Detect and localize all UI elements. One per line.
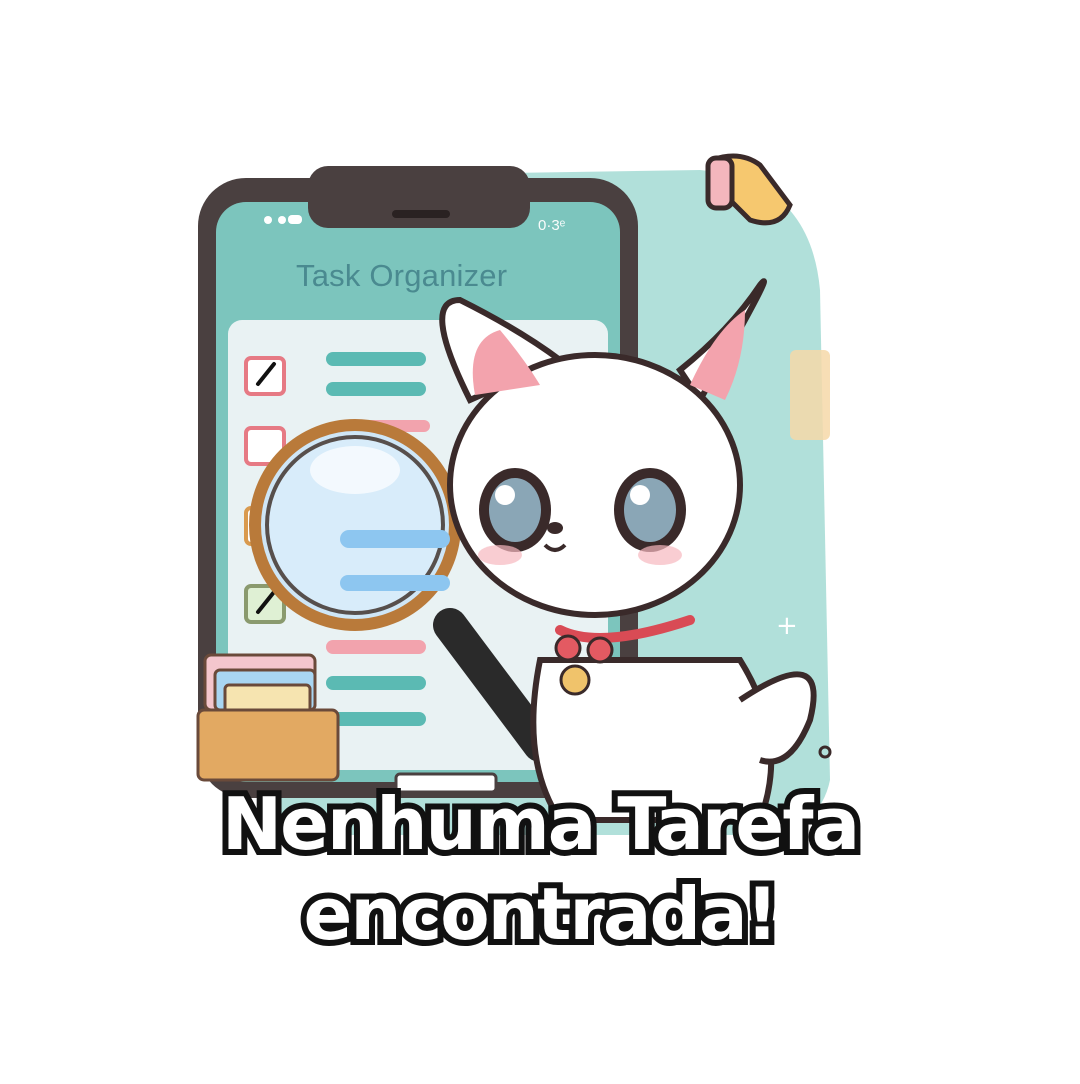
sticky-note-icon <box>790 350 830 440</box>
status-dot-icon <box>288 215 302 224</box>
task-checkbox[interactable] <box>246 358 284 394</box>
task-line <box>326 676 426 690</box>
empty-state-message-line-2: encontrada! <box>303 872 777 956</box>
task-line <box>326 640 426 654</box>
status-dot-icon <box>278 216 286 224</box>
task-line <box>326 382 426 396</box>
empty-state-message-line-1: Nenhuma Tarefa <box>221 782 859 866</box>
task-line <box>326 352 426 366</box>
speaker-icon <box>392 210 450 218</box>
status-dot-icon <box>264 216 272 224</box>
sparkle-icon: + <box>776 611 798 641</box>
phone-notch <box>308 166 530 228</box>
task-line <box>326 712 426 726</box>
status-time: 0·3ᵉ <box>538 217 566 234</box>
app-title: Task Organizer <box>296 258 508 293</box>
